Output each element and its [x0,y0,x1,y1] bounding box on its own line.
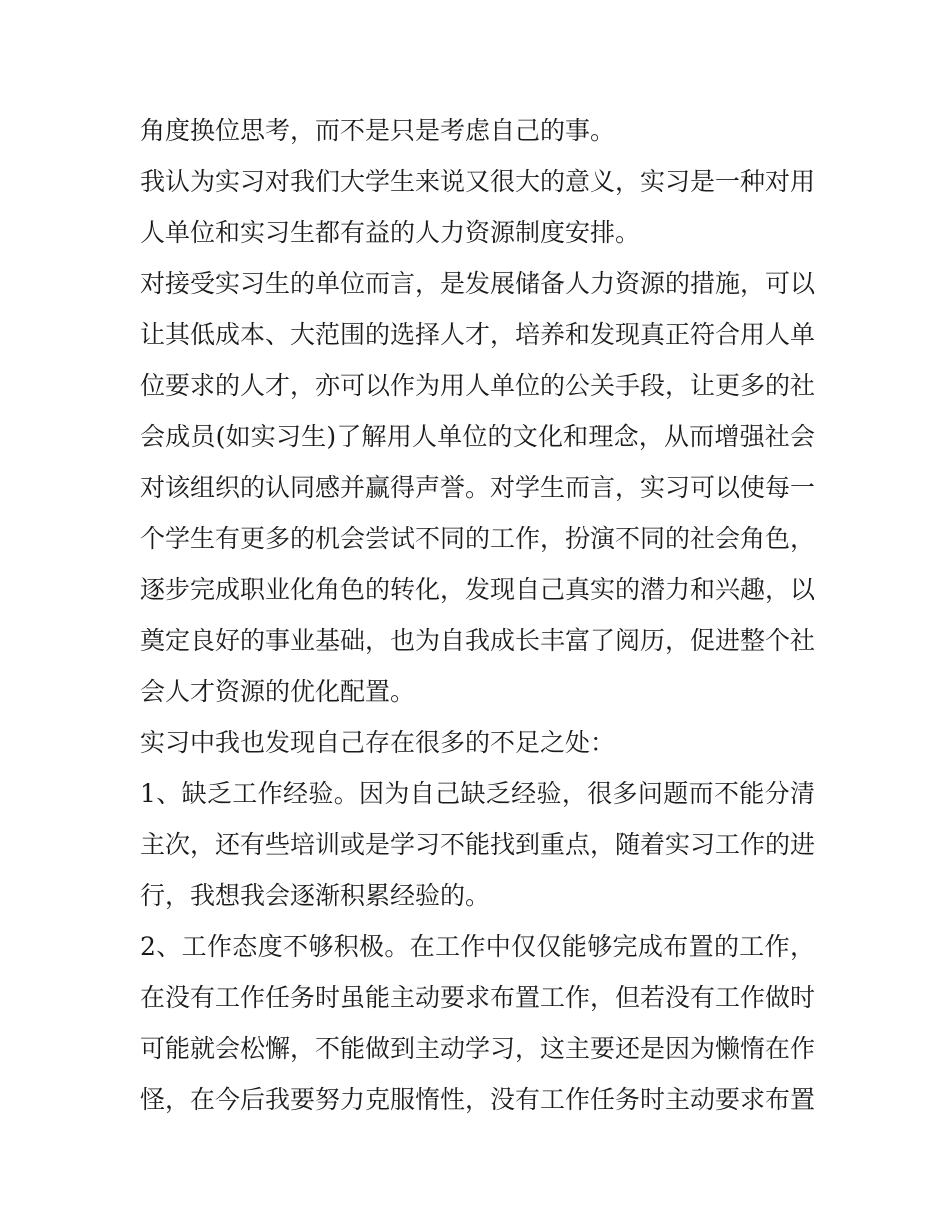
paragraph-perspective: 角度换位思考，而不是只是考虑自己的事。 [140,116,616,145]
document-body [140,105,815,1125]
paragraph-shortcoming-1: 1、缺乏工作经验。因为自己缺乏经验，很多问题而不能分清主次，还有些培训或是学习不能找到重点，随着实习工作的进行，我想我会逐渐积累经验的。 [140,779,816,910]
paragraph-shortcoming-2: 2、工作态度不够积极。在工作中仅仅能够完成布置的工作，在没有工作任务时虽能主动要求布置工作，但若没有工作做时可能就会松懈，不能做到主动学习，这主要还是因为懒惰在作怪，在今后我要努力克服惰性，没有工作任务时主动要求布置 [140,932,816,1114]
paragraph-employer-student-benefits: 对接受实习生的单位而言，是发展储备人力资源的措施，可以让其低成本、大范围的选择人才，培养和发现真正符合用人单位要求的人才，亦可以作为用人单位的公关手段，让更多的社会成员(如实习生)了解用人单位的文化和理念，从而增强社会对该组织的认同感并赢得声誉。对学生而言，实习可以使每一个学生有更多的机会尝试不同的工作，扮演不同的社会角色，逐步完成职业化角色的转化，发现自己真实的潜力和兴趣，以奠定良好的事业基础，也为自我成长丰富了阅历，促进整个社会人才资源的优化配置。 [140,269,816,706]
paragraph-internship-meaning: 我认为实习对我们大学生来说又很大的意义，实习是一种对用人单位和实习生都有益的人力资源制度安排。 [140,167,816,247]
paragraph-shortcomings-intro: 实习中我也发现自己存在很多的不足之处： [140,728,616,757]
